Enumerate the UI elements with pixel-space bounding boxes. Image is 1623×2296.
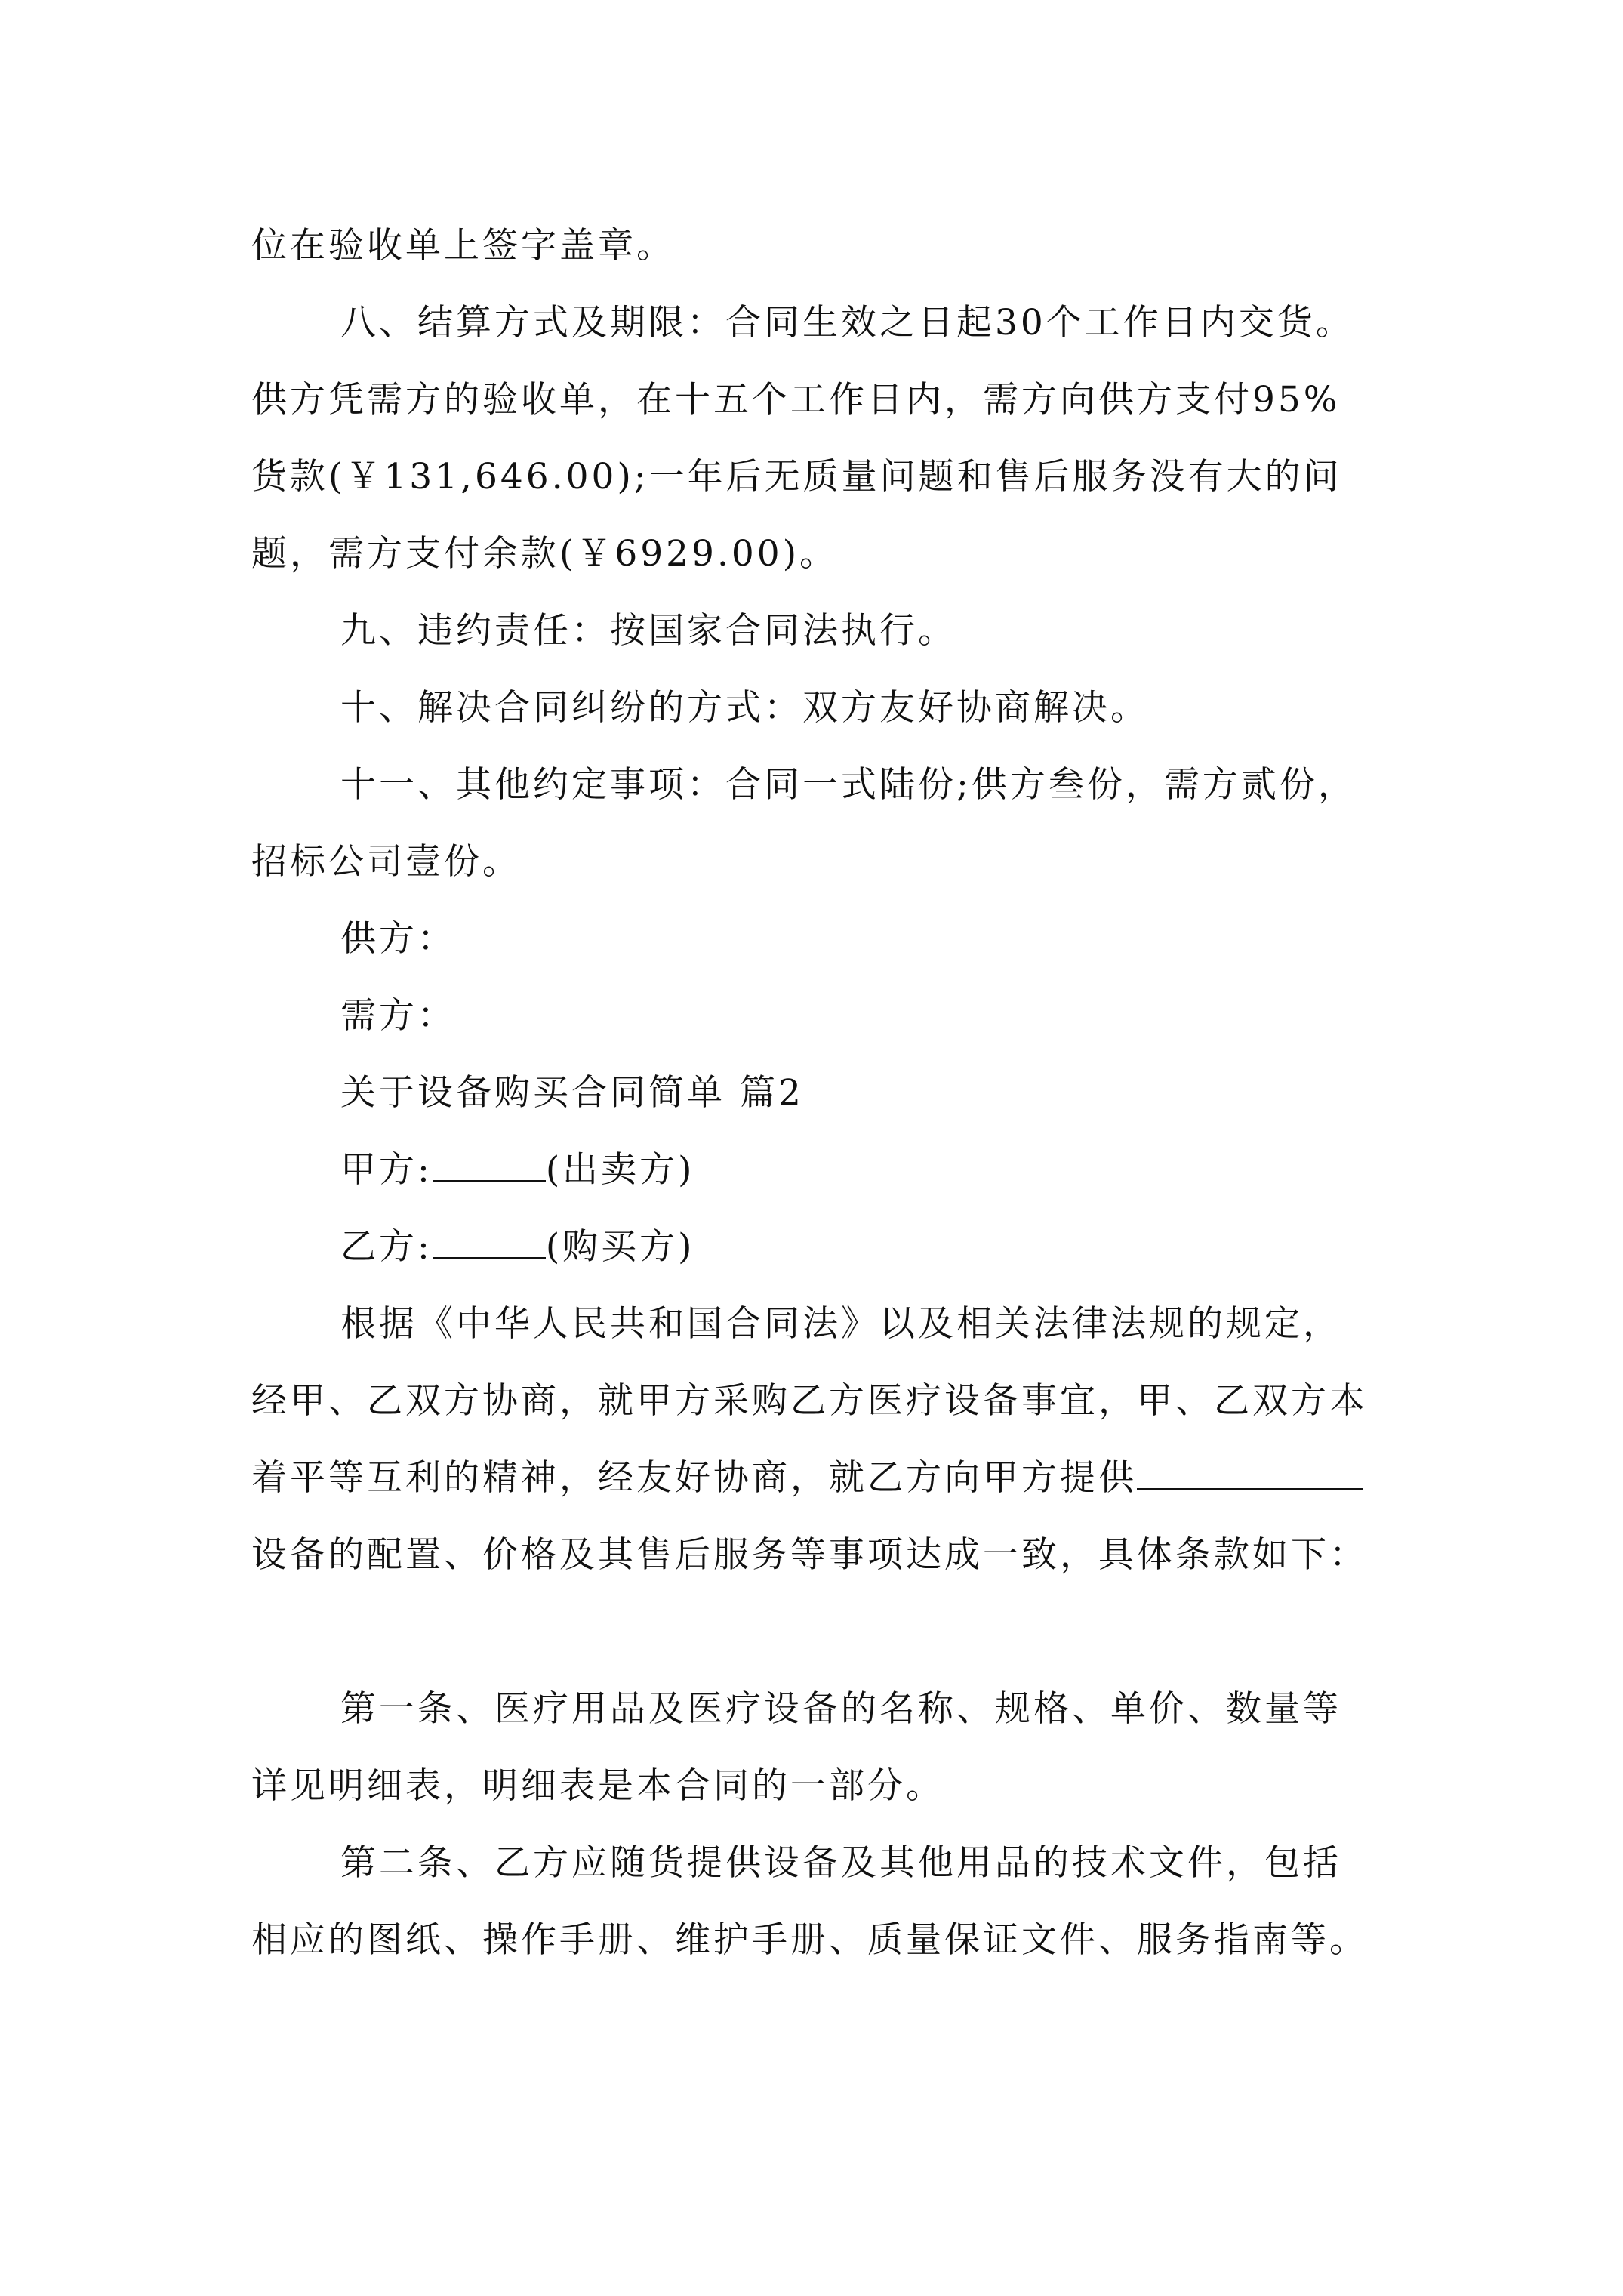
party-b-blank xyxy=(433,1227,546,1259)
party-b-suffix: (购买方) xyxy=(545,1226,695,1268)
party-b-prefix: 乙方: xyxy=(340,1226,433,1268)
section-title: 关于设备购买合同简单 篇2 xyxy=(340,1072,804,1114)
paragraph-settlement: 八、结算方式及期限：合同生效之日起30个工作日内交货。供方凭需方的验收单，在十五个工作日内，需方向供方支付95%货款(￥131,646.00);一年后无质量问题和售后服务没有大的问题，需方支付余款(￥6929.00)。 xyxy=(251,302,1354,575)
paragraph-article-1: 第一条、医疗用品及医疗设备的名称、规格、单价、数量等详见明细表，明细表是本合同的一部分。 xyxy=(251,1688,1341,1807)
party-b-line xyxy=(340,1209,695,1286)
paragraph-article-2: 第二条、乙方应随货提供设备及其他用品的技术文件，包括相应的图纸、操作手册、维护手册、质量保证文件、服务指南等。 xyxy=(251,1842,1368,1961)
party-a-suffix: (出卖方) xyxy=(545,1149,695,1191)
paragraph-continuation: 位在验收单上签字盖章。 xyxy=(251,225,675,267)
party-a-blank xyxy=(433,1150,546,1182)
party-a-line xyxy=(340,1132,695,1209)
equipment-blank xyxy=(1137,1458,1363,1490)
paragraph-other-terms: 十一、其他约定事项：合同一式陆份;供方叁份，需方贰份，招标公司壹份。 xyxy=(251,764,1357,883)
paragraph-dispute: 十、解决合同纠纷的方式：双方友好协商解决。 xyxy=(340,687,1149,729)
supplier-label: 供方： xyxy=(340,918,456,960)
party-a-prefix: 甲方: xyxy=(340,1149,433,1191)
paragraph-liability: 九、违约责任：按国家合同法执行。 xyxy=(340,610,956,652)
buyer-label: 需方： xyxy=(340,995,456,1037)
paragraph-intro xyxy=(251,1286,1369,1594)
intro-part1: 根据《中华人民共和国合同法》以及相关法律法规的规定，经甲、乙双方协商，就甲方采购乙方医疗设备事宜，甲、乙双方本着平等互利的精神，经友好协商，就乙方向甲方提供 xyxy=(251,1303,1368,1499)
intro-part2: 设备的配置、价格及其售后服务等事项达成一致，具体条款如下： xyxy=(251,1534,1368,1576)
